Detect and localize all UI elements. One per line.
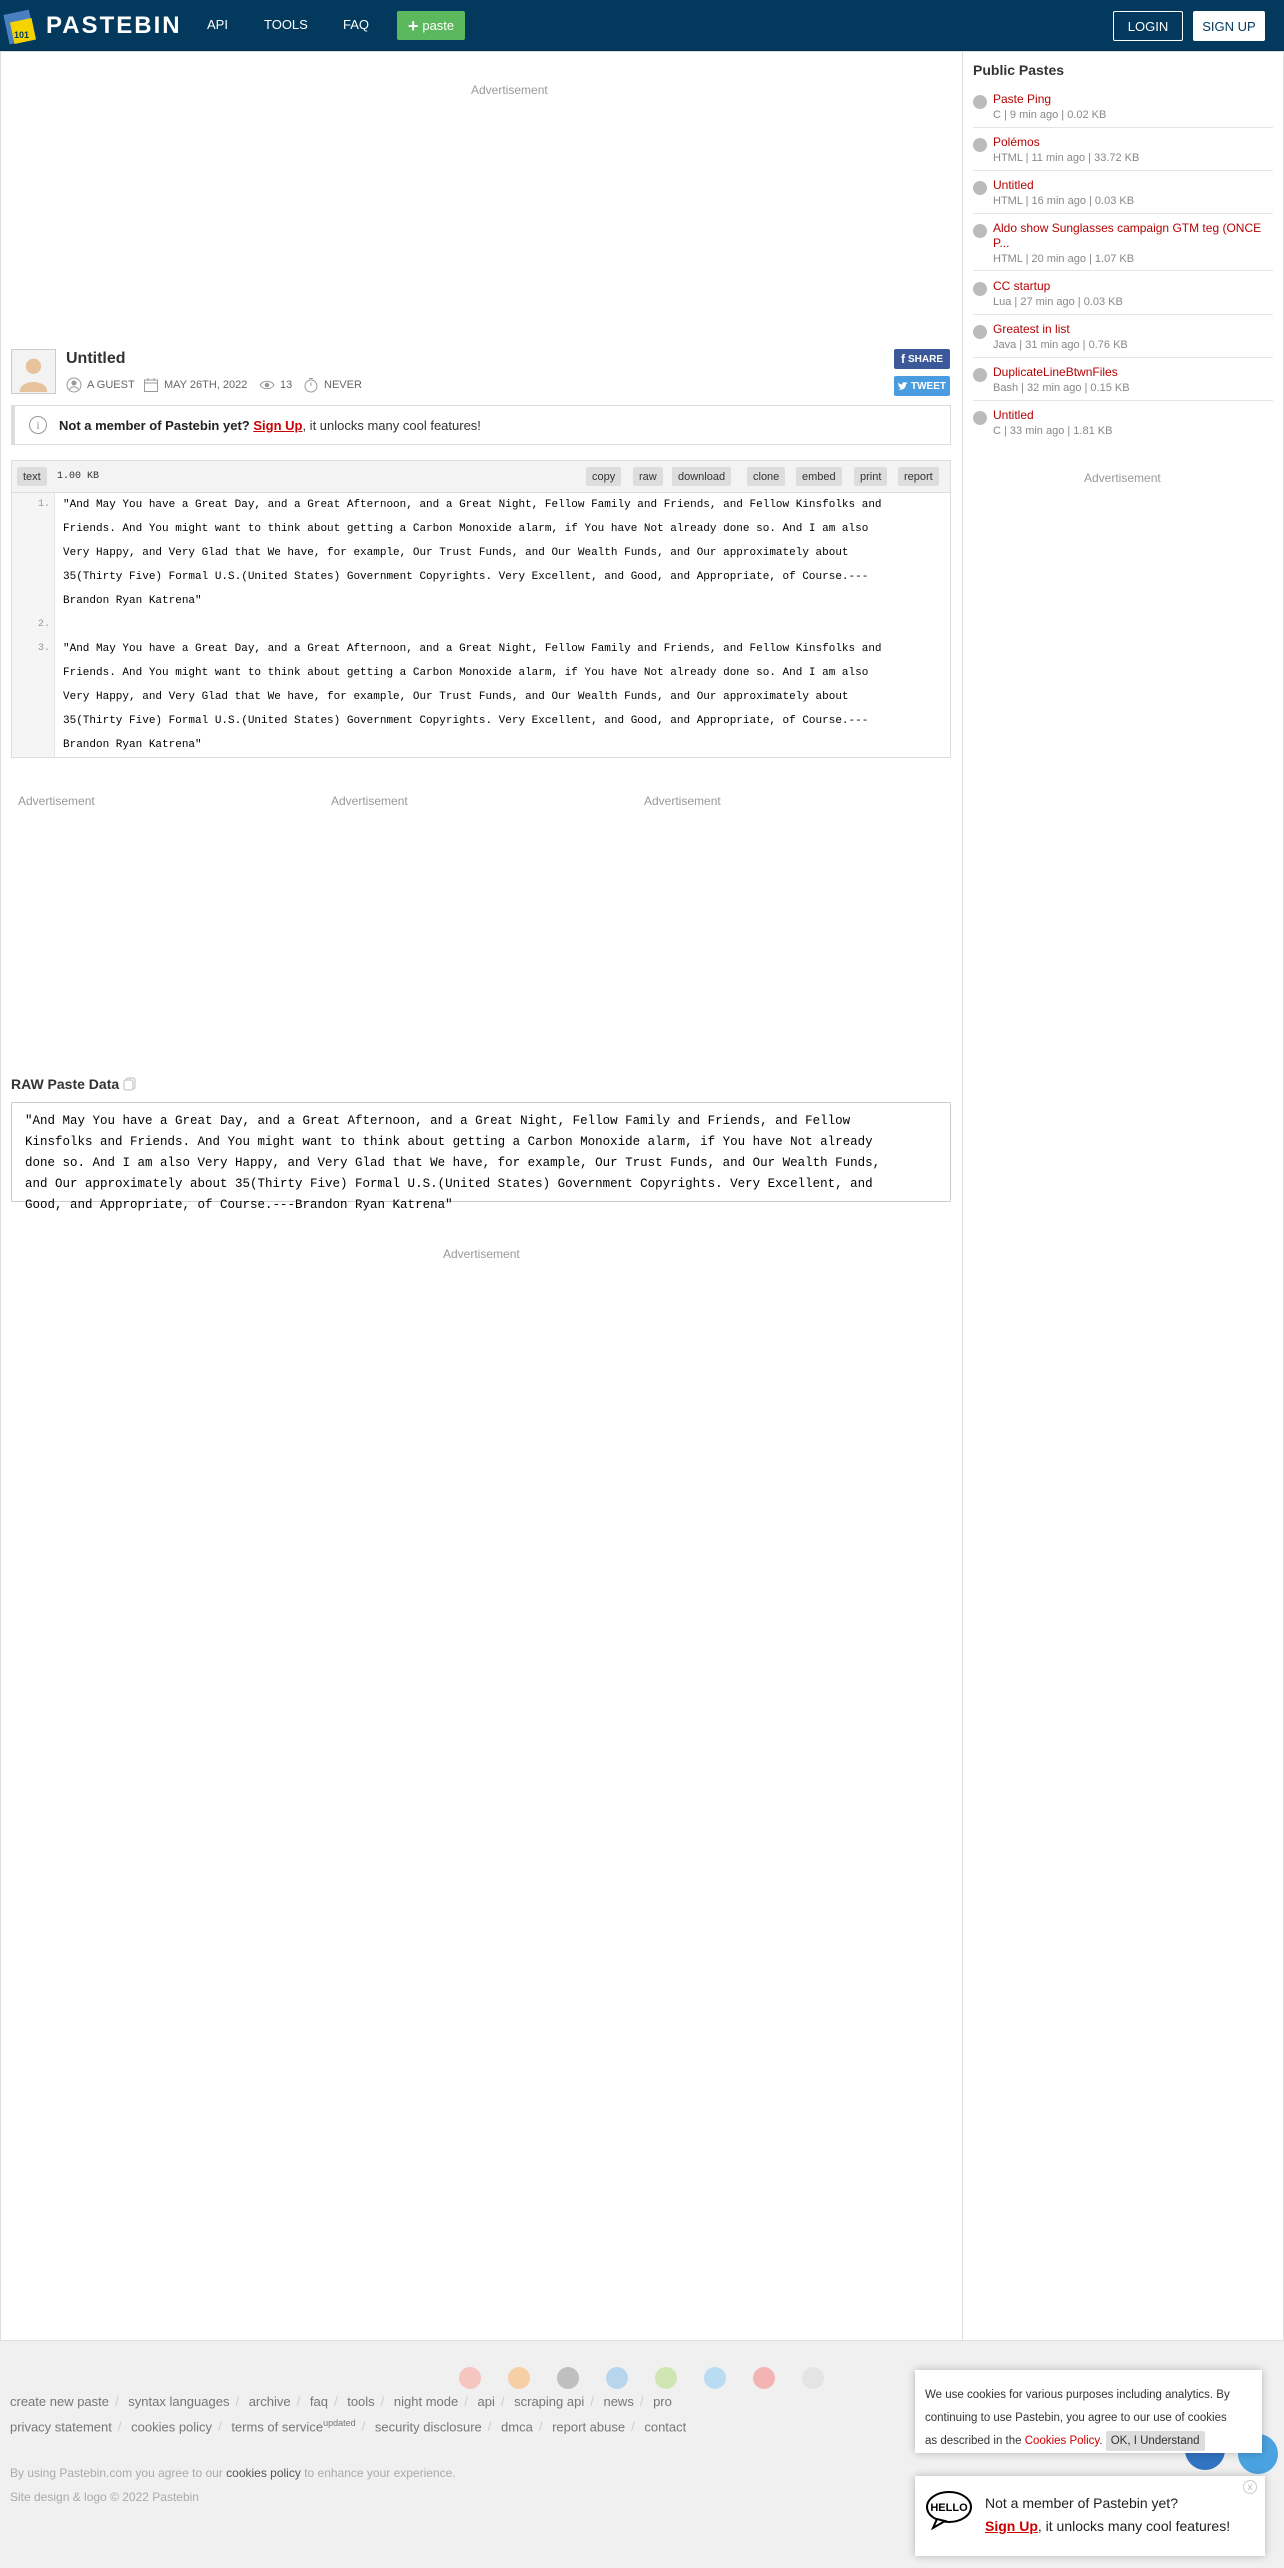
code-text: Very Happy, and Very Glad that We have, for example, Our Trust Funds, and Our Wealth Funds, and Our approximately about bbox=[63, 691, 849, 703]
cookie-text-2: continuing to use Pastebin, you agree to our use of cookies bbox=[925, 2412, 1227, 2424]
cookie-ok-button[interactable]: OK, I Understand bbox=[1106, 2431, 1205, 2451]
copy-icon[interactable] bbox=[123, 1077, 137, 1091]
code-text: "And May You have a Great Day, and a Great Afternoon, and a Great Night, Fellow Family and Friends, and Fellow Kinsfolks and bbox=[63, 499, 882, 511]
raw-line: and Our approximately about 35(Thirty Five) Formal U.S.(United States) Government Copyrights. Very Excellent, and bbox=[25, 1177, 873, 1191]
footer-link[interactable]: api bbox=[477, 2394, 495, 2409]
copy-button[interactable]: copy bbox=[586, 467, 621, 486]
ios-icon[interactable] bbox=[557, 2367, 579, 2389]
public-paste-item bbox=[973, 408, 1273, 444]
code-text: Very Happy, and Very Glad that We have, for example, Our Trust Funds, and Our Wealth Funds, and Our approximately about bbox=[63, 547, 849, 559]
ad-label-bottom: Advertisement bbox=[443, 1247, 520, 1261]
twitter-icon bbox=[898, 382, 908, 391]
public-paste-item bbox=[973, 279, 1273, 315]
code-toolbar bbox=[12, 461, 950, 493]
calendar-icon bbox=[143, 377, 159, 393]
footer-link[interactable]: report abuse bbox=[552, 2419, 626, 2435]
facebook-share-button[interactable] bbox=[894, 349, 950, 369]
linux-icon[interactable] bbox=[802, 2367, 824, 2389]
top-navbar bbox=[0, 0, 1284, 51]
notice-rest-text: , it unlocks many cool features! bbox=[302, 417, 481, 433]
ad-label-3: Advertisement bbox=[644, 794, 721, 808]
hello-speech-bubble-icon bbox=[925, 2490, 973, 2530]
footer-agreement bbox=[10, 2466, 456, 2480]
line-gutter bbox=[12, 493, 55, 757]
cookie-policy-link[interactable]: Cookies Policy bbox=[1024, 2435, 1100, 2447]
raw-data-title bbox=[11, 1076, 137, 1092]
raw-line: Kinsfolks and Friends. And You might want to think about getting a Carbon Monoxide alarm, if You have Not already bbox=[25, 1135, 873, 1149]
svg-text:101: 101 bbox=[14, 29, 30, 40]
footer-link[interactable]: terms of service bbox=[231, 2419, 324, 2435]
public-paste-meta: Java | 31 min ago | 0.76 KB bbox=[993, 339, 1128, 351]
public-paste-meta: HTML | 20 min ago | 1.07 KB bbox=[993, 253, 1135, 265]
code-text: 35(Thirty Five) Formal U.S.(United States) Government Copyrights. Very Excellent, and Good, and Appropriate, of Course.--- bbox=[63, 715, 869, 727]
guest-avatar bbox=[11, 349, 56, 394]
paste-size: 1.00 KB bbox=[57, 471, 100, 482]
member-notice bbox=[11, 405, 951, 445]
paste-views bbox=[259, 377, 292, 393]
twitter-tweet-button[interactable] bbox=[894, 376, 950, 396]
download-button[interactable]: download bbox=[672, 467, 731, 486]
plus-icon: + bbox=[407, 15, 419, 36]
embed-button[interactable]: embed bbox=[796, 467, 842, 486]
globe-icon bbox=[973, 325, 987, 339]
info-icon: i bbox=[29, 416, 47, 434]
footer-copyright: Site design & logo © 2022 Pastebin bbox=[10, 2490, 199, 2504]
raw-title-text: RAW Paste Data bbox=[11, 1076, 120, 1092]
globe-icon bbox=[973, 95, 987, 109]
raw-data-textarea[interactable] bbox=[11, 1102, 951, 1212]
footer-link[interactable]: create new paste bbox=[10, 2394, 110, 2409]
public-paste-item bbox=[973, 322, 1273, 358]
updated-badge: updated bbox=[323, 2418, 356, 2428]
popup-signup-link[interactable]: Sign Up bbox=[985, 2518, 1038, 2534]
close-icon[interactable]: x bbox=[1243, 2480, 1257, 2494]
ad-label-top: Advertisement bbox=[471, 83, 548, 97]
line-number: 2. bbox=[37, 619, 50, 630]
public-paste-link[interactable]: Polémos bbox=[993, 135, 1040, 149]
print-button[interactable]: print bbox=[854, 467, 887, 486]
date-text: MAY 26TH, 2022 bbox=[164, 379, 248, 391]
globe-icon bbox=[973, 282, 987, 296]
public-paste-link[interactable]: Aldo show Sunglasses campaign GTM teg (ONCE P... bbox=[993, 221, 1262, 250]
public-paste-link[interactable]: CC startup bbox=[993, 279, 1051, 293]
raw-line: done so. And I am also Very Happy, and Very Glad that We have, for example, Our Trust Funds, and Our Wealth Funds, bbox=[25, 1156, 881, 1170]
public-paste-link[interactable]: Greatest in list bbox=[993, 322, 1070, 336]
cookie-consent-box: We use cookies for various purposes including analytics. By continuing to use Pastebin, you agree to our use of cookies as described in the Cookies Policy. OK, I Understand bbox=[915, 2370, 1262, 2453]
firefox-icon[interactable] bbox=[508, 2367, 530, 2389]
footer-link[interactable]: scraping api bbox=[514, 2394, 585, 2409]
tweet-label: TWEET bbox=[911, 380, 946, 392]
notice-signup-link[interactable]: Sign Up bbox=[253, 417, 303, 433]
signup-button[interactable]: SIGN UP bbox=[1193, 11, 1265, 41]
globe-icon bbox=[973, 224, 987, 238]
globe-icon bbox=[973, 368, 987, 382]
raw-button[interactable]: raw bbox=[633, 467, 663, 486]
new-paste-label: paste bbox=[422, 18, 455, 33]
globe-icon bbox=[973, 138, 987, 152]
footer-link[interactable]: cookies policy bbox=[131, 2419, 213, 2435]
report-button[interactable]: report bbox=[898, 467, 939, 486]
public-paste-item bbox=[973, 178, 1273, 214]
footer-link[interactable]: security disclosure bbox=[374, 2419, 482, 2435]
line-number: 1. bbox=[37, 499, 50, 510]
public-paste-item bbox=[973, 92, 1273, 128]
cookie-text-1: We use cookies for various purposes including analytics. By bbox=[925, 2389, 1230, 2401]
nav-faq[interactable]: FAQ bbox=[343, 17, 370, 32]
author-name[interactable]: A GUEST bbox=[87, 379, 135, 391]
new-paste-button[interactable] bbox=[397, 11, 465, 40]
paste-date bbox=[143, 377, 247, 393]
paste-expiry bbox=[303, 377, 362, 393]
ad-label-1: Advertisement bbox=[18, 794, 95, 808]
public-paste-item bbox=[973, 365, 1273, 401]
share-label: SHARE bbox=[907, 353, 943, 365]
globe-icon bbox=[973, 181, 987, 195]
popup-text bbox=[985, 2492, 1230, 2538]
public-paste-meta: HTML | 16 min ago | 0.03 KB bbox=[993, 195, 1135, 207]
facebook-icon: f bbox=[900, 352, 905, 366]
public-paste-link[interactable]: Untitled bbox=[993, 408, 1034, 422]
code-body bbox=[12, 493, 950, 757]
footer-link[interactable]: news bbox=[603, 2394, 634, 2409]
user-icon bbox=[66, 377, 82, 393]
syntax-tag[interactable]: text bbox=[17, 467, 47, 486]
notice-bold-text: Not a member of Pastebin yet? bbox=[59, 417, 250, 433]
code-text: Friends. And You might want to think about getting a Carbon Monoxide alarm, if You have Not already done so. And I am also bbox=[63, 523, 869, 535]
public-paste-meta: HTML | 11 min ago | 33.72 KB bbox=[993, 152, 1140, 164]
windows-icon[interactable] bbox=[606, 2367, 628, 2389]
public-paste-meta: C | 9 min ago | 0.02 KB bbox=[993, 109, 1107, 121]
public-paste-item bbox=[973, 135, 1273, 171]
paste-author bbox=[66, 377, 135, 393]
views-count: 13 bbox=[280, 379, 293, 391]
code-text: Brandon Ryan Katrena" bbox=[63, 595, 202, 607]
public-paste-link[interactable]: DuplicateLineBtwnFiles bbox=[993, 365, 1118, 379]
public-paste-item bbox=[973, 221, 1273, 271]
eye-icon bbox=[259, 377, 275, 393]
android-icon[interactable] bbox=[655, 2367, 677, 2389]
footer-link[interactable]: dmca bbox=[501, 2419, 533, 2435]
ad-label-sidebar: Advertisement bbox=[1084, 471, 1161, 485]
footer-link[interactable]: syntax languages bbox=[128, 2394, 230, 2409]
public-paste-meta: C | 33 min ago | 1.81 KB bbox=[993, 425, 1113, 437]
footer-link[interactable]: tools bbox=[347, 2394, 375, 2409]
chrome-icon[interactable] bbox=[459, 2367, 481, 2389]
paste-title: Untitled bbox=[66, 350, 126, 367]
agree-pre: By using Pastebin.com you agree to our bbox=[10, 2466, 223, 2480]
stopwatch-icon bbox=[303, 377, 319, 393]
globe-icon bbox=[973, 411, 987, 425]
code-line-1 bbox=[63, 493, 943, 613]
ad-label-2: Advertisement bbox=[331, 794, 408, 808]
nav-tools[interactable]: TOOLS bbox=[264, 17, 308, 32]
footer-link[interactable]: pro bbox=[653, 2394, 672, 2409]
public-pastes-title: Public Pastes bbox=[973, 62, 1065, 78]
raw-line: Good, and Appropriate, of Course.---Brandon Ryan Katrena" bbox=[25, 1198, 453, 1212]
expiry-text: NEVER bbox=[324, 379, 362, 391]
public-paste-link[interactable]: Untitled bbox=[993, 178, 1034, 192]
agree-post: to enhance your experience. bbox=[304, 2466, 456, 2480]
nav-api[interactable]: API bbox=[207, 17, 228, 32]
footer-links-row2: privacy statement / cookies policy / terms of service$^{updated}$ / security disclosure / dmca / report abuse / contact bbox=[10, 2418, 687, 2435]
paste-code-box bbox=[11, 460, 951, 758]
cookie-text-3: as described in the bbox=[925, 2435, 1022, 2447]
line-number: 3. bbox=[37, 643, 50, 654]
code-text: 35(Thirty Five) Formal U.S.(United States) Government Copyrights. Very Excellent, and Good, and Appropriate, of Course.--- bbox=[63, 571, 869, 583]
footer-link[interactable]: faq bbox=[309, 2394, 328, 2409]
cookies-policy-link[interactable]: cookies policy bbox=[226, 2466, 301, 2480]
mac-icon[interactable] bbox=[704, 2367, 726, 2389]
login-button[interactable]: LOGIN bbox=[1113, 11, 1183, 41]
popup-line1: Not a member of Pastebin yet? bbox=[985, 2495, 1178, 2511]
sidebar-divider bbox=[962, 51, 963, 2341]
svg-text:HELLO: HELLO bbox=[930, 2502, 968, 2514]
signup-popup bbox=[915, 2476, 1265, 2556]
public-paste-meta: Bash | 32 min ago | 0.15 KB bbox=[993, 382, 1130, 394]
footer-link[interactable]: night mode bbox=[393, 2394, 459, 2409]
popup-rest: , it unlocks many cool features! bbox=[1037, 2518, 1231, 2534]
opera-icon[interactable] bbox=[753, 2367, 775, 2389]
raw-line: "And May You have a Great Day, and a Great Afternoon, and a Great Night, Fellow Family and Friends, and Fellow bbox=[25, 1114, 851, 1128]
code-text: Friends. And You might want to think about getting a Carbon Monoxide alarm, if You have Not already done so. And I am also bbox=[63, 667, 869, 679]
code-text: "And May You have a Great Day, and a Great Afternoon, and a Great Night, Fellow Family and Friends, and Fellow Kinsfolks and bbox=[63, 643, 882, 655]
logo[interactable] bbox=[0, 0, 182, 51]
clone-button[interactable]: clone bbox=[747, 467, 785, 486]
footer-link[interactable]: privacy statement bbox=[10, 2419, 112, 2435]
pastebin-logo-icon bbox=[4, 6, 40, 46]
public-paste-meta: Lua | 27 min ago | 0.03 KB bbox=[993, 296, 1123, 308]
public-paste-link[interactable]: Paste Ping bbox=[993, 92, 1052, 106]
footer-links-row1: create new paste / syntax languages / archive / faq / tools / night mode / api / scraping api / news / pro bbox=[10, 2394, 672, 2409]
code-line-3 bbox=[63, 637, 943, 757]
logo-text: PASTEBIN bbox=[46, 11, 182, 39]
footer-link[interactable]: contact bbox=[644, 2419, 687, 2435]
code-text: Brandon Ryan Katrena" bbox=[63, 739, 202, 751]
footer-link[interactable]: archive bbox=[248, 2394, 291, 2409]
